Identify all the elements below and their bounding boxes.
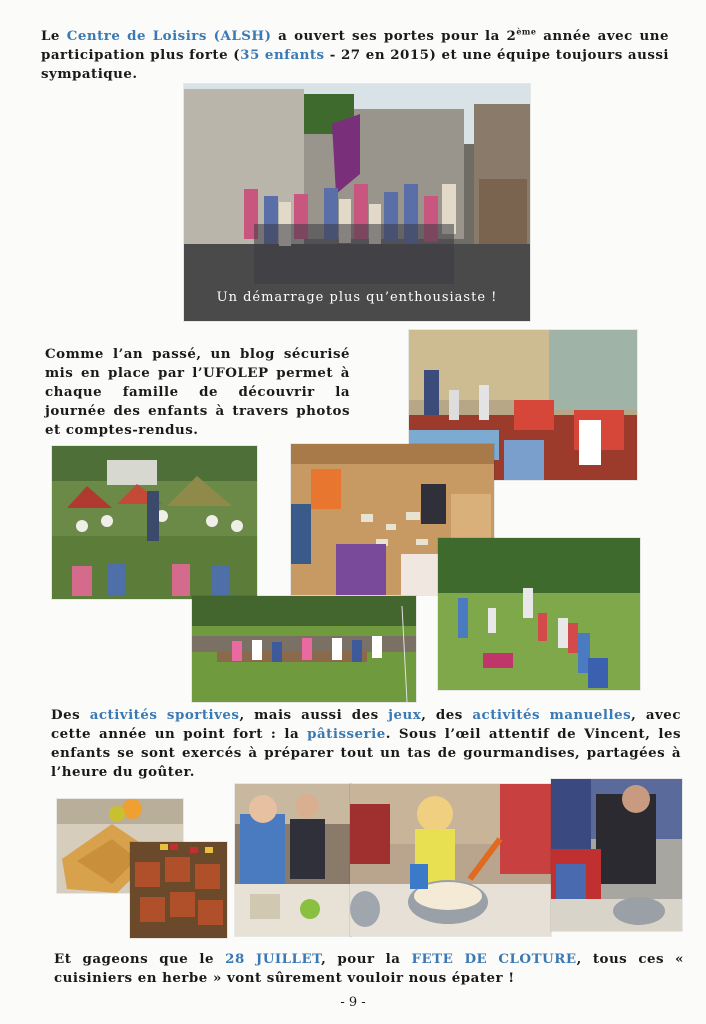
cooking-photo-3 — [551, 779, 682, 931]
intro-text-4: - 27 en 2015) et une équipe toujours aussi sympatique. — [41, 47, 670, 82]
closing-text-3: , tous ces « cuisiniers en herbe » vont sûrement vouloir nous épater ! — [54, 951, 684, 986]
activities-text-5: . Sous l’œil attentif de Vincent, les enfants se sont exercés à préparer tout un tas de gourmandises, partagées à l’heure du goûter. — [51, 726, 682, 780]
activities-text-3: , des — [421, 707, 473, 723]
sports-activities: activités sportives — [89, 707, 240, 723]
group-photo — [184, 84, 530, 321]
intro-paragraph — [41, 27, 669, 84]
cooking-photo-2 — [350, 784, 551, 936]
closing-text-2: , pour la — [321, 951, 412, 967]
children-count: 35 enfants — [240, 47, 325, 63]
closing-party: FETE DE CLOTURE — [411, 951, 577, 967]
closing-paragraph — [54, 950, 684, 988]
intro-text-2: a ouvert ses portes pour la 2 — [271, 28, 517, 44]
games-word: jeux — [388, 707, 422, 723]
closing-text-1: Et gageons que le — [54, 951, 226, 967]
activities-text-2: , mais aussi des — [239, 707, 389, 723]
closing-date: 28 JUILLET — [225, 951, 322, 967]
activities-text-1: Des — [51, 707, 90, 723]
pastry-word: pâtisserie — [307, 726, 386, 742]
photo-caption: Un démarrage plus qu’enthousiaste ! — [216, 290, 498, 305]
ordinal-suffix: ème — [516, 26, 537, 37]
intro-text-1: Le — [41, 28, 67, 44]
crafts-activities: activités manuelles — [472, 707, 632, 723]
picnic-photo — [192, 596, 416, 702]
center-name: Centre de Loisirs (ALSH) — [66, 28, 272, 44]
blog-paragraph: Comme l’an passé, un blog sécurisé mis en place par l’UFOLEP permet à chaque famille de découvrir la journée des enfants à travers photos et comptes-rendus. — [45, 346, 350, 438]
cooking-photo-1 — [235, 784, 351, 936]
intro-text-3: année avec une participation plus forte ( — [41, 28, 670, 63]
page-number: - 9 - — [340, 995, 366, 1010]
games-photo — [438, 538, 640, 690]
camp-photo — [52, 446, 257, 599]
waffles-photo — [130, 842, 227, 938]
activities-text-4: , avec cette année un point fort : la — [51, 707, 681, 742]
activities-paragraph — [51, 706, 681, 782]
